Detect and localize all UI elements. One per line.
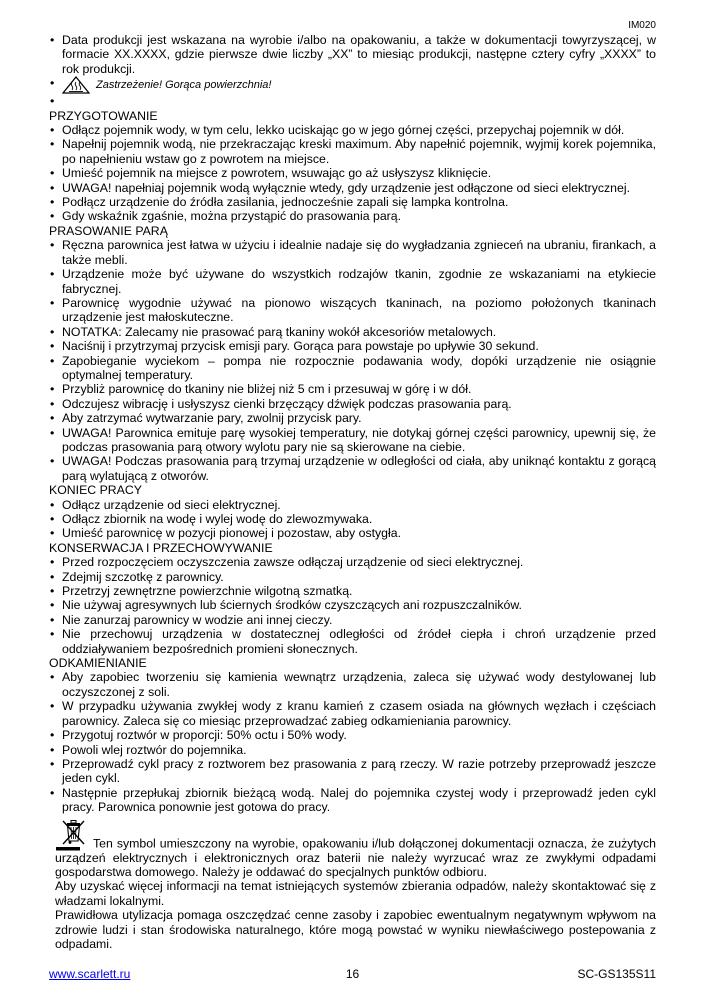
section-preparation — [49, 109, 656, 224]
list-item: • Napełnij pojemnik wodą, nie przekraczając kreski maximum. Aby napełnić pojemnik, wyjmij korek pojemnika, po napełnieniu wstaw go z powrotem na miejsce. — [49, 137, 656, 166]
recycling-text: Ten symbol umieszczony na wyrobie, opakowaniu i/lub dołączonej dokumentacji oznacza, że zużytych urządzeń elektrycznych i elektronicznych oraz baterii nie należy wyrzucać wraz ze zwykłymi odpadami gospodarstwa domowego. Należy je oddawać do specjalnych punktów odbioru. — [55, 836, 656, 879]
list-item: • Umieść parownicę w pozycji pionowej i pozostaw, aby ostygła. — [49, 526, 656, 540]
model-number: SC-GS135S11 — [577, 967, 656, 981]
hot-surface-icon — [62, 76, 90, 94]
recycling-paragraph: Aby uzyskać więcej informacji na temat istniejących systemów zbierania odpadów, należy skontaktować się z władzami lokalnymi. — [55, 879, 656, 908]
page-number: 16 — [345, 967, 360, 981]
list-item: • Umieść pojemnik na miejsce z powrotem, wsuwając go aż usłyszysz kliknięcie. — [49, 166, 656, 180]
website-link[interactable]: www.scarlett.ru — [49, 967, 131, 981]
list-item: • UWAGA! Parownica emituje parę wysokiej temperatury, nie dotykaj górnej części parownicy, upewnij się, że podczas prasowania parą otwory wylotu pary nie są skierowane na ciebie. — [49, 426, 656, 455]
list-item: • Odłącz urządzenie od sieci elektrycznej. — [49, 498, 656, 512]
section-list — [49, 670, 656, 814]
section-descaling — [49, 656, 656, 814]
list-item: • Przygotuj roztwór w proporcji: 50% octu i 50% wody. — [49, 728, 656, 742]
list-item: • Nie przechowuj urządzenia w dostatecznej odległości od źródeł ciepła i chroń urządzenie przed oddziaływaniem bezpośrednich promieni słonecznych. — [49, 627, 656, 656]
section-title: PRASOWANIE PARĄ — [49, 223, 168, 238]
list-item: • Aby zapobiec tworzeniu się kamienia wewnątrz urządzenia, zaleca się używać wody destylowanej lub oczyszczonej z soli. — [49, 670, 656, 699]
section-title: PRZYGOTOWANIE — [49, 108, 158, 123]
document-code: IM020 — [628, 20, 656, 31]
list-item: • Parownicę wygodnie używać na pionowo wiszących tkaninach, na poziomo położonych tkaninach urządzenie jest małoskuteczne. — [49, 296, 656, 325]
list-item: • Przed rozpoczęciem oczyszczenia zawsze odłączaj urządzenie od sieci elektrycznej. — [49, 555, 656, 569]
list-item: • Ręczna parownica jest łatwa w użyciu i idealnie nadaje się do wygładzania zgnieceń na ubraniu, firankach, a także mebli. — [49, 238, 656, 267]
section-title: KONSERWACJA I PRZECHOWYWANIE — [49, 540, 273, 555]
list-item: • UWAGA! Podczas prasowania parą trzymaj urządzenie w odległości od ciała, aby uniknąć kontaktu z gorącą parą wylatującą z otworów. — [49, 454, 656, 483]
list-item: • Zapobieganie wyciekom – pompa nie rozpocznie podawania wody, dopóki urządzenie nie osiągnie optymalnej temperatury. — [49, 354, 656, 383]
list-item: • Przybliż parownicę do tkaniny nie bliżej niż 5 cm i przesuwaj w górę i w dół. — [49, 382, 656, 396]
section-maintenance — [49, 541, 656, 656]
section-steam-ironing — [49, 224, 656, 483]
list-item — [49, 76, 656, 94]
list-item: • Następnie przepłukaj zbiornik bieżącą wodą. Nalej do pojemnika czystej wody i przeprowadź jeden cykl pracy. Parownica ponownie jest gotowa do pracy. — [49, 786, 656, 815]
recycling-paragraph: Prawidłowa utylizacja pomaga oszczędzać cenne zasoby i zapobiec ewentualnym negatywnym wpływom na zdrowie ludzi i stan środowiska naturalnego, które mogą powstać w wyniku niewłaściwego postepowania z odpadami. — [55, 908, 656, 951]
section-title: KONIEC PRACY — [49, 483, 142, 498]
list-item: • Urządzenie może być używane do wszystkich rodzajów tkanin, zgodnie ze wskazaniami na etykiecie fabrycznej. — [49, 267, 656, 296]
section-title: ODKAMIENIANIE — [49, 656, 147, 671]
list-item: • Odłącz zbiornik na wodę i wylej wodę do zlewozmywaka. — [49, 512, 656, 526]
warning-text: • Zastrzeżenie! Gorąca powierzchnia! — [96, 79, 272, 92]
section-end-of-work — [49, 483, 656, 541]
list-item: • Podłącz urządzenie do źródła zasilania, jednocześnie zapali się lampka kontrolna. — [49, 195, 656, 209]
section-list — [49, 238, 656, 483]
section-list — [49, 123, 656, 224]
hot-surface-warning — [62, 76, 656, 94]
section-list — [49, 498, 656, 541]
list-item: • Przetrzyj zewnętrzne powierzchnie wilgotną szmatką. — [49, 584, 656, 598]
list-item: • Powoli wlej roztwór do pojemnika. — [49, 743, 656, 757]
list-item: • Nie używaj agresywnych lub ściernych środków czyszczących ani rozpuszczalników. — [49, 598, 656, 612]
list-item: • Aby zatrzymać wytwarzanie pary, zwolnij przycisk pary. — [49, 411, 656, 425]
list-item: • Nie zanurzaj parownicy w wodzie ani innej cieczy. — [49, 613, 656, 627]
list-item: • Naciśnij i przytrzymaj przycisk emisji pary. Gorąca para powstaje po upływie 30 sekund. — [49, 339, 656, 353]
list-item: • NOTATKA: Zalecamy nie prasować parą tkaniny wokół akcesoriów metalowych. — [49, 325, 656, 339]
recycling-paragraph — [49, 817, 656, 880]
list-item: • Data produkcji jest wskazana na wyrobie i/albo na opakowaniu, a także w dokumentacji towyrzyszącej, w formacie XX.XXXX, gdzie pierwsze dwie liczby „XX” to miesiąc produkcji, następne cztery cyfry „XXXX” to rok produkcji. — [49, 33, 656, 76]
list-item-empty — [49, 94, 656, 108]
crossed-bin-icon — [55, 817, 91, 851]
list-item: • UWAGA! napełniaj pojemnik wodą wyłącznie wtedy, gdy urządzenie jest odłączone od sieci elektrycznej. — [49, 181, 656, 195]
list-item: • Odczujesz wibrację i usłyszysz cienki brzęczący dźwięk podczas prasowania parą. — [49, 397, 656, 411]
list-item: • Gdy wskaźnik zgaśnie, można przystąpić do prasowania parą. — [49, 209, 656, 223]
list-item: • W przypadku używania zwykłej wody z kranu kamień z czasem osiada na głównych węzłach i częściach parownicy. Zaleca się co miesiąc przeprowadzać zabieg odkamieniania parownicy. — [49, 699, 656, 728]
recycling-notice — [49, 817, 656, 952]
intro-list — [49, 33, 656, 109]
list-item: • Zdejmij szczotkę z parownicy. — [49, 570, 656, 584]
list-item: • Przeprowadź cykl pracy z roztworem bez prasowania z parą rzeczy. W razie potrzeby przeprowadź jeszcze jeden cykl. — [49, 757, 656, 786]
manual-content — [49, 33, 656, 951]
list-item: • Odłącz pojemnik wody, w tym celu, lekko uciskając go w jego górnej części, przepychaj pojemnik w dół. — [49, 123, 656, 137]
section-list — [49, 555, 656, 656]
